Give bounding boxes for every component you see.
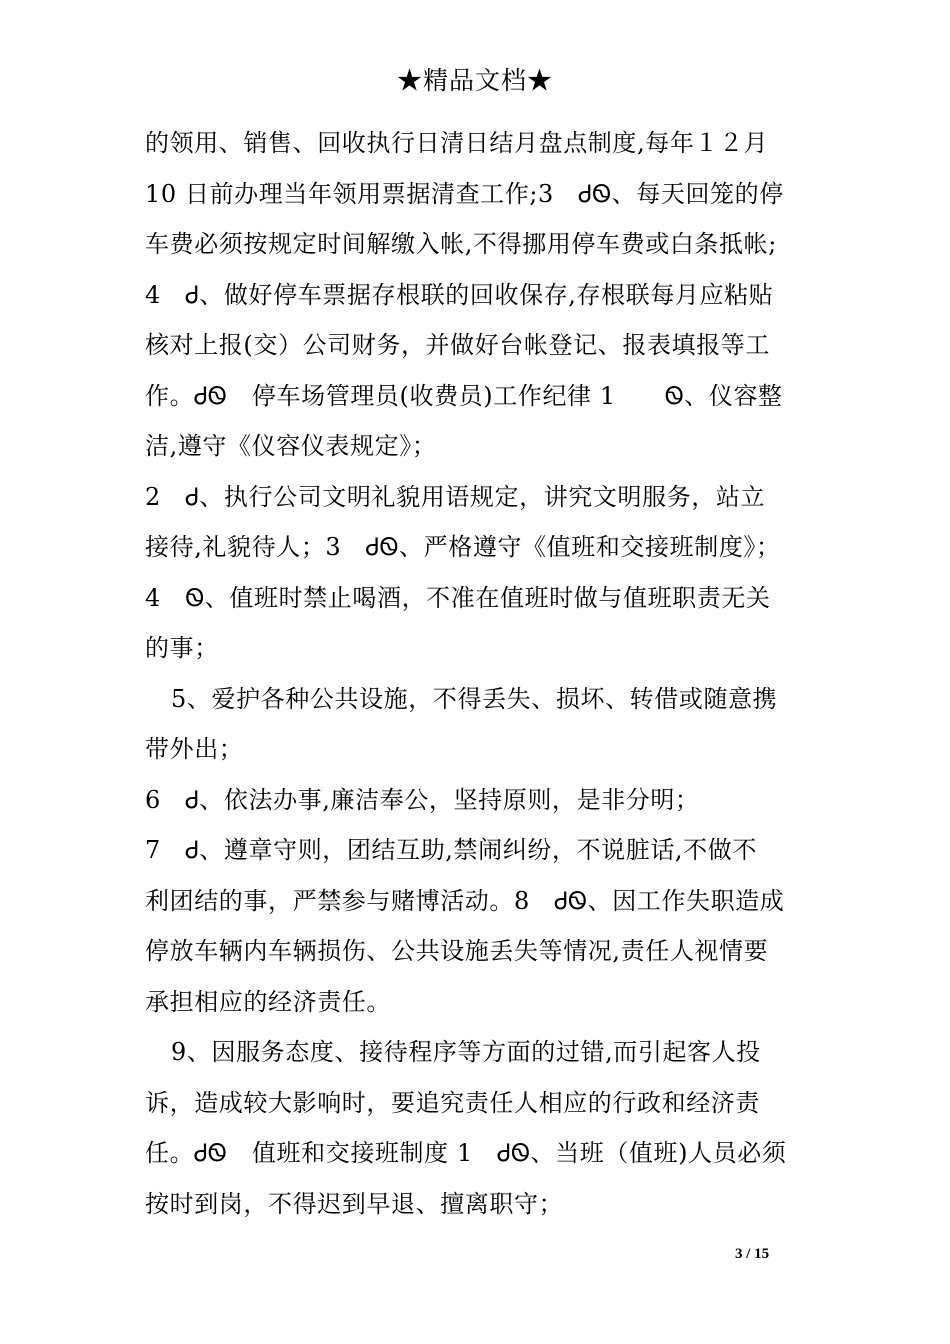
text-line: 作。ᏧᏫ 停车场管理员(收费员)工作纪律 1 Ꮻ、仪容整 <box>145 381 783 410</box>
text-line: 2 Ꮷ、执行公司文明礼貌用语规定，讲究文明服务，站立 <box>145 482 766 511</box>
text-line: 4 Ꮷ、做好停车票据存根联的回收保存,存根联每月应粘贴 <box>145 280 774 309</box>
text-line: 的领用、销售、回收执行日清日结月盘点制度,每年１２月 <box>145 129 769 157</box>
page-number: 3 / 15 <box>735 1246 770 1262</box>
text-line: 停放车辆内车辆损伤、公共设施丢失等情况,责任人视情要 <box>145 937 769 965</box>
text-line: 5、爱护各种公共设施，不得丢失、损坏、转借或随意携 <box>171 684 778 713</box>
text-line: 带外出； <box>145 735 244 763</box>
text-line: 诉，造成较大影响时，要追究责任人相应的行政和经济责 <box>145 1088 760 1117</box>
text-line: 接待,礼貌待人；3 ᏧᏫ、严格遵守《值班和交接班制度》； <box>145 533 781 561</box>
page-header-title: ★精品文档★ <box>396 66 553 95</box>
text-line: 利团结的事，严禁参与赌博活动。8 ᏧᏫ、因工作失职造成 <box>145 886 785 915</box>
text-line: 承担相应的经济责任。 <box>145 987 391 1016</box>
text-line: 任。ᏧᏫ 值班和交接班制度 1 ᏧᏫ、当班（值班)人员必须 <box>145 1139 787 1167</box>
text-line: 按时到岗，不得迟到早退、擅离职守； <box>145 1189 564 1218</box>
text-line: 核对上报(交）公司财务，并做好台帐登记、报表填报等工 <box>145 331 770 359</box>
text-line: 6 Ꮷ、依法办事,廉洁奉公，坚持原则，是非分明； <box>145 785 700 814</box>
text-line: 7 Ꮷ、遵章守则，团结互助,禁闹纠纷，不说脏话,不做不 <box>145 836 757 864</box>
text-line: 9、因服务态度、接待程序等方面的过错,而引起客人投 <box>171 1038 761 1066</box>
text-line: 的事； <box>145 634 219 662</box>
text-line: 4 Ꮻ、值班时禁止喝酒，不准在值班时做与值班职责无关 <box>145 583 771 612</box>
text-line: 10 日前办理当年领用票据清查工作;3 ᏧᏫ、每天回笼的停 <box>145 179 784 208</box>
document-body <box>145 128 810 1239</box>
text-line: 车费必须按规定时间解缴入帐,不得挪用停车费或白条抵帐; <box>145 230 777 258</box>
text-line: 洁,遵守《仪容仪表规定》； <box>145 432 437 460</box>
